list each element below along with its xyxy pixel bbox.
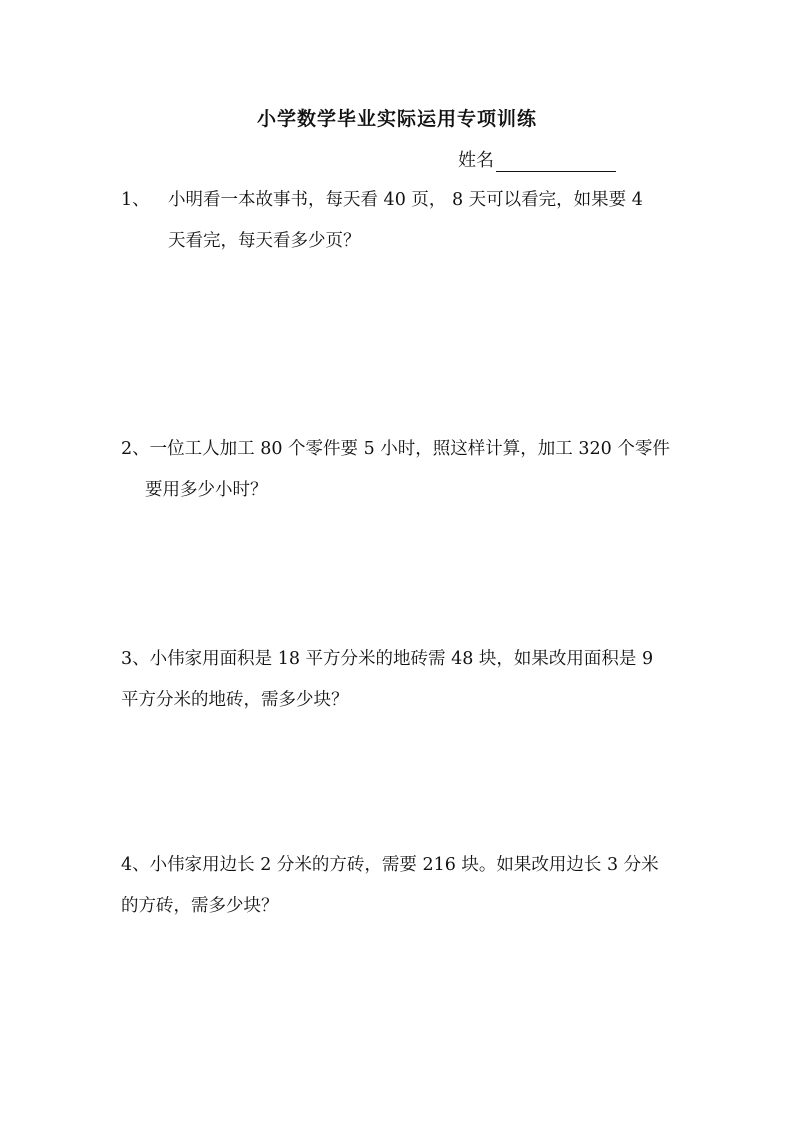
question-3 [121,639,653,721]
question-4-line-2: 的方砖，需多少块？ [121,896,279,916]
question-2-line-1: 2、一位工人加工 80 个零件要 5 小时，照这样计算，加工 320 个零件 [121,439,670,459]
name-field [458,146,616,172]
question-1-line-2: 天看完，每天看多少页？ [168,231,361,251]
name-blank-line[interactable] [496,153,616,172]
question-3-line-1: 3、小伟家用面积是 18 平方分米的地砖需 48 块，如果改用面积是 9 [121,649,654,669]
question-4 [121,845,659,927]
question-2 [121,429,670,511]
question-1-number: 1、 [121,190,150,210]
question-3-line-2: 平方分米的地砖，需多少块？ [121,690,349,710]
worksheet-title: 小学数学毕业实际运用专项训练 [256,108,537,130]
question-2-line-2: 要用多少小时？ [145,480,268,500]
question-4-line-1: 4、小伟家用边长 2 分米的方砖，需要 216 块。如果改用边长 3 分米 [121,855,659,875]
question-1-line-1: 小明看一本故事书，每天看 40 页， 8 天可以看完，如果要 4 [168,190,643,210]
question-1 [121,180,150,221]
name-label: 姓名 [458,150,494,171]
question-1-text [168,180,643,262]
